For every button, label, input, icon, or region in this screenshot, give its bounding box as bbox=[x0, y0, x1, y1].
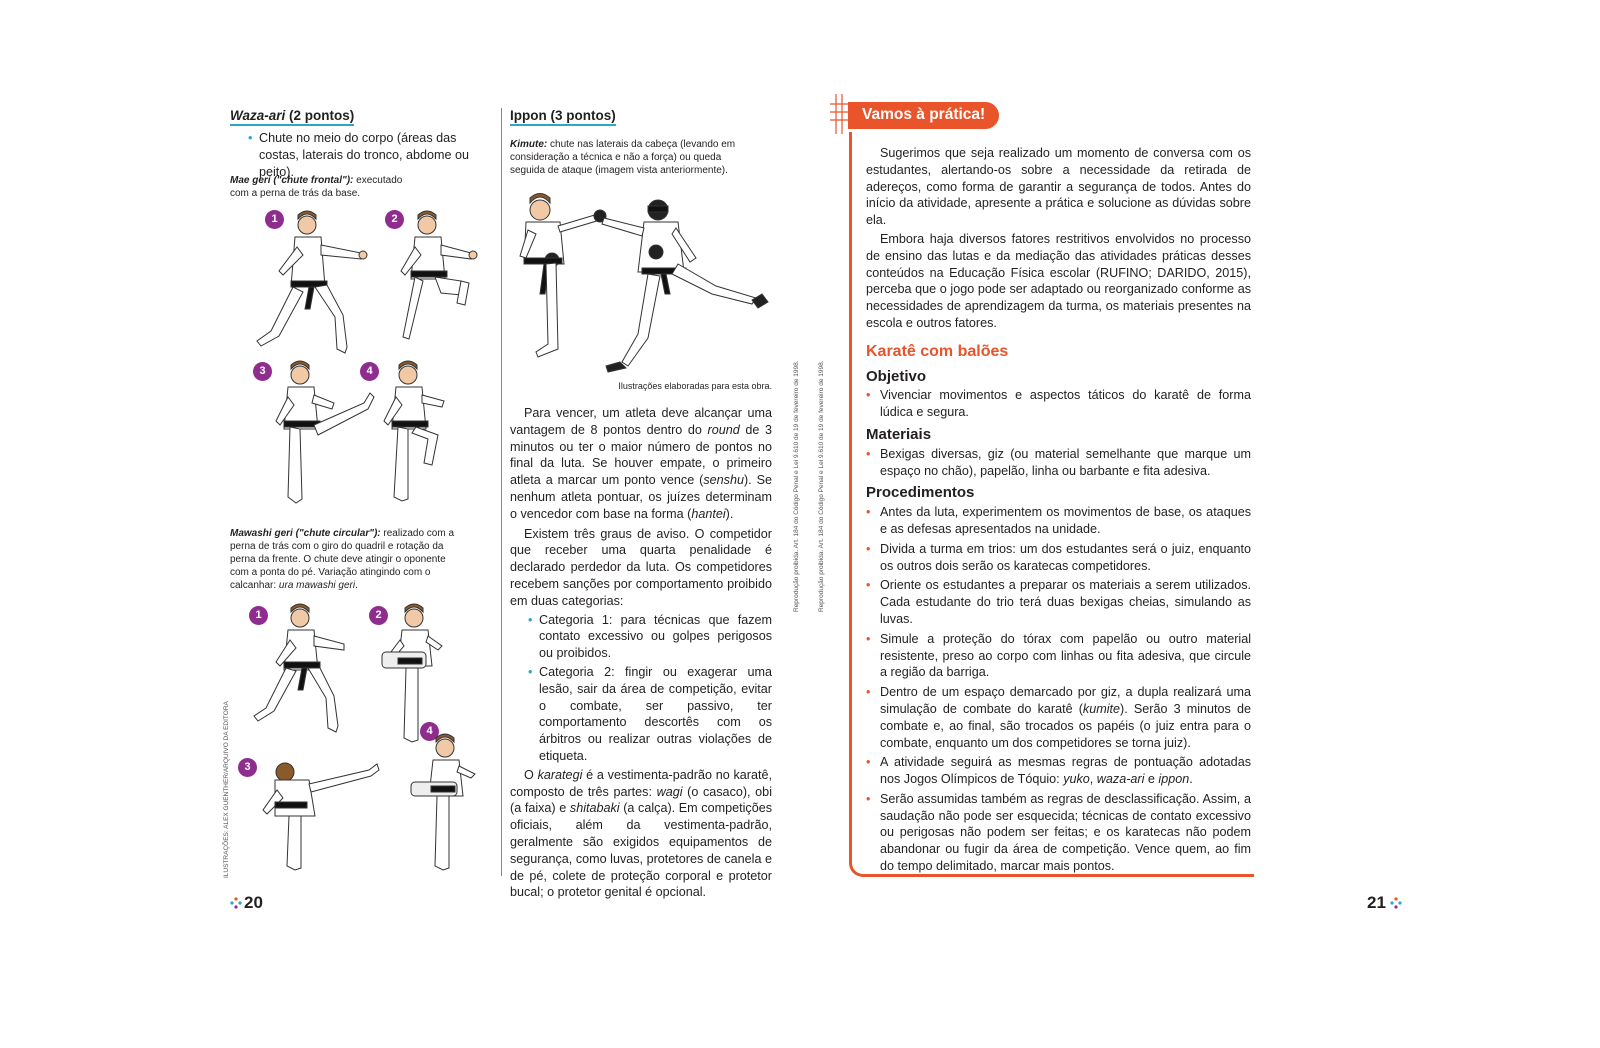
ippon-heading bbox=[510, 108, 616, 123]
text-span: ). Serão 3 minutos de combate e, ao final, são trocados os papéis (o juiz entra para o combate, enquanto um dos competidores se torna juiz). bbox=[880, 701, 1251, 750]
karateka-figure bbox=[254, 604, 344, 732]
text-span: , bbox=[1089, 772, 1097, 787]
objetivo-heading: Objetivo bbox=[866, 367, 927, 385]
step-badge: 3 bbox=[253, 362, 272, 381]
step-badge: 4 bbox=[360, 362, 379, 381]
kimute-term: Kimute: bbox=[510, 139, 548, 150]
text-span: . bbox=[1189, 772, 1193, 787]
text-span: Dentro de um espaço demarcado por giz, a dupla realizará uma simulação de combate do karatê ( bbox=[880, 685, 1251, 716]
ippon-text bbox=[510, 405, 772, 901]
step-badge: 3 bbox=[238, 758, 257, 777]
karateka-figure bbox=[263, 763, 379, 870]
list-item: • Antes da luta, experimentem os movimentos de base, os ataques e as defesas apresentados na unidade. bbox=[866, 504, 1251, 538]
mae-geri-caption bbox=[230, 174, 420, 200]
mae-geri-desc: executado com a perna de trás da base. bbox=[230, 175, 403, 199]
karategi-paragraph bbox=[510, 767, 772, 901]
illustrations-caption: Ilustrações elaboradas para esta obra. bbox=[618, 381, 772, 391]
kimute-desc: chute nas laterais da cabeça (levando em consideração a técnica e não a força) ou queda seguida de ataque (imagem vista anteriormente). bbox=[510, 139, 736, 176]
procedimentos-heading: Procedimentos bbox=[866, 484, 975, 502]
text-span: (a calça). Em competições oficiais, além da vestimenta-padrão, geralmente são exigidos equipamentos de segurança, como luvas, protetores de canela e de pé, colete de proteção corporal e protetor bucal; o protetor genital é opcional. bbox=[510, 801, 772, 900]
term-waza-ari: waza-ari bbox=[1096, 772, 1145, 787]
text-span: de 3 minutos ou ter o maior número de pontos no final da luta. Se houver empate, o primeiro atleta a marcar um ponto vence ( bbox=[510, 422, 773, 488]
step-badge: 4 bbox=[420, 722, 439, 741]
term-round: round bbox=[707, 422, 740, 437]
step-badge: 2 bbox=[369, 606, 388, 625]
karateka-figure bbox=[411, 734, 475, 870]
warnings-paragraph: Existem três graus de aviso. O competidor que receber uma quarta penalidade é declarado perdedor da luta. Os competidores recebem sanções por comportamento proibido em duas categorias: bbox=[510, 526, 772, 608]
mae-geri-illustration bbox=[245, 205, 505, 515]
illustration-credit: ILUSTRAÇÕES: ALEX GUENTHER/ARQUIVO DA EDITORA bbox=[223, 701, 230, 878]
term-wagi: wagi bbox=[656, 784, 683, 799]
text-span: O bbox=[524, 767, 538, 782]
waza-ari-heading bbox=[230, 108, 354, 123]
text-span: é a vestimenta-padrão no karatê, composto de três partes: bbox=[510, 767, 772, 799]
list-item: • Categoria 2: fingir ou exagerar uma lesão, sair da área de competição, evitar o combate, ser passivo, ter comportamento descortês com os árbitros ou realizar outras violações de etiqueta. bbox=[528, 664, 772, 765]
intro-paragraph: Sugerimos que seja realizado um momento de conversa com os estudantes, alertando-os sobre a necessidade da retirada de adereços, como forma de garantir a segurança de todos. Antes do início da atividade, apresente a prática e solucione as dúvidas sobre ela. bbox=[866, 146, 1251, 228]
text-span: ). bbox=[725, 506, 734, 521]
vamos-a-pratica-label: Vamos à prática! bbox=[848, 102, 999, 129]
mawashi-geri-term: Mawashi geri ("chute circular"): bbox=[230, 528, 381, 539]
waza-ari-term: Waza-ari bbox=[230, 108, 286, 123]
list-item bbox=[866, 684, 1251, 751]
karateka-figure bbox=[382, 604, 442, 742]
kimute-illustration bbox=[508, 188, 773, 378]
karateka-figure bbox=[276, 361, 374, 503]
list-item: • Chute no meio do corpo (áreas das costas, laterais do tronco, abdome ou peito). bbox=[248, 130, 498, 180]
materiais-list bbox=[866, 446, 1251, 480]
objetivo-list bbox=[866, 387, 1251, 421]
term-yuko: yuko bbox=[1063, 772, 1090, 787]
karateka-figure bbox=[384, 361, 444, 501]
ippon-title: Ippon (3 pontos) bbox=[510, 108, 616, 126]
victory-paragraph bbox=[510, 405, 772, 523]
step-badge: 2 bbox=[385, 210, 404, 229]
karateka-figure bbox=[257, 211, 367, 353]
list-item: • Oriente os estudantes a preparar os materiais a serem utilizados. Cada estudante do trio terá duas bexigas cheias, simulando as luvas. bbox=[866, 577, 1251, 627]
page-marker-icon bbox=[229, 896, 243, 910]
text-span: e bbox=[1144, 772, 1159, 787]
list-item bbox=[866, 754, 1251, 788]
term-kumite: kumite bbox=[1082, 701, 1121, 716]
page-number-right: 21 bbox=[1367, 893, 1386, 912]
term-karategi: karategi bbox=[537, 767, 583, 782]
term-senshu: senshu bbox=[703, 473, 744, 488]
ura-mawashi-geri-term: ura mawashi geri bbox=[278, 580, 356, 591]
term-shitabaki: shitabaki bbox=[569, 801, 620, 816]
page-marker-icon bbox=[1389, 896, 1403, 910]
list-item: • Simule a proteção do tórax com papelão ou outro material resistente, preso ao corpo com linhas ou fita adesiva, que circule a região da barriga. bbox=[866, 631, 1251, 681]
text-span: A atividade seguirá as mesmas regras de pontuação adotadas nos Jogos Olímpicos de Tóquio: bbox=[880, 755, 1251, 787]
column-divider bbox=[501, 108, 502, 876]
text-span: Para vencer, um atleta deve alcançar uma vantagem de 8 pontos dentro do bbox=[510, 406, 772, 437]
intro-paragraph: Embora haja diversos fatores restritivos envolvidos no processo de ensino das lutas e da mediação das atividades práticas desses conteúdos na Educação Física escolar (RUFINO; DARIDO, 2015), perceba que o jogo pode ser adaptado ou reorganizado conforme as necessidades de aprendizagem da turma, os materiais presentes na escola e outros fatores. bbox=[866, 231, 1251, 330]
activity-content bbox=[866, 145, 1251, 878]
list-item: • Vivenciar movimentos e aspectos táticos do karatê de forma lúdica e segura. bbox=[866, 387, 1251, 421]
waza-ari-bullets bbox=[248, 130, 498, 180]
mae-geri-term: Mae geri ("chute frontal"): bbox=[230, 175, 354, 186]
procedimentos-list bbox=[866, 504, 1251, 875]
penalty-categories bbox=[528, 612, 772, 765]
karateka-figure bbox=[401, 211, 477, 339]
kimute-caption bbox=[510, 138, 755, 177]
list-item: • Serão assumidas também as regras de desclassificação. Assim, a saudação não pode ser esquecida; técnicas de contato excessivo ou perigosas não podem ser feitas; e os karatecas não podem abandonar ou fugir da área de competição. Vence quem, ao fim do tempo delimitado, marcar mais pontos. bbox=[866, 791, 1251, 875]
karateka-attacker bbox=[520, 194, 606, 358]
activity-title: Karatê com balões bbox=[866, 342, 1009, 360]
list-item: • Bexigas diversas, giz (ou material semelhante que marque um espaço no chão), papelão, linha ou barbante e fita adesiva. bbox=[866, 446, 1251, 480]
term-hantei: hantei bbox=[691, 506, 726, 521]
list-item: • Categoria 1: para técnicas que fazem contato excessivo ou golpes perigosos ou proibidos. bbox=[528, 612, 772, 662]
mawashi-geri-caption bbox=[230, 527, 460, 592]
waza-ari-points: (2 pontos) bbox=[285, 108, 355, 123]
list-item: • Divida a turma em trios: um dos estudantes será o juiz, enquanto os outros dois serão os karatecas competidores. bbox=[866, 541, 1251, 575]
step-badge: 1 bbox=[249, 606, 268, 625]
legal-notice: Reprodução proibida. Art. 184 do Código Penal e Lei 9.610 de 19 de fevereiro de 1998. bbox=[818, 360, 825, 612]
text-span: (o casaco), obi (a faixa) e bbox=[510, 784, 772, 816]
text-span: ). Se nenhum atleta pontuar, os juízes determinam o vencedor com base na forma ( bbox=[510, 473, 772, 521]
legal-notice: Reprodução proibida. Art. 184 do Código Penal e Lei 9.610 de 19 de fevereiro de 1998. bbox=[793, 360, 800, 612]
materiais-heading: Materiais bbox=[866, 425, 932, 443]
karateka-defender bbox=[602, 200, 768, 372]
page-number-left: 20 bbox=[244, 893, 263, 912]
term-ippon: ippon bbox=[1158, 772, 1190, 787]
step-badge: 1 bbox=[265, 210, 284, 229]
mawashi-geri-desc: realizado com a perna de trás com o giro do quadril e rotação da perna da frente. O chute deve atingir o oponente com a ponta do pé. Variação atingindo com o calcanhar: bbox=[230, 528, 455, 591]
mawashi-geri-illustration bbox=[235, 600, 495, 875]
caption-end: . bbox=[355, 580, 358, 591]
